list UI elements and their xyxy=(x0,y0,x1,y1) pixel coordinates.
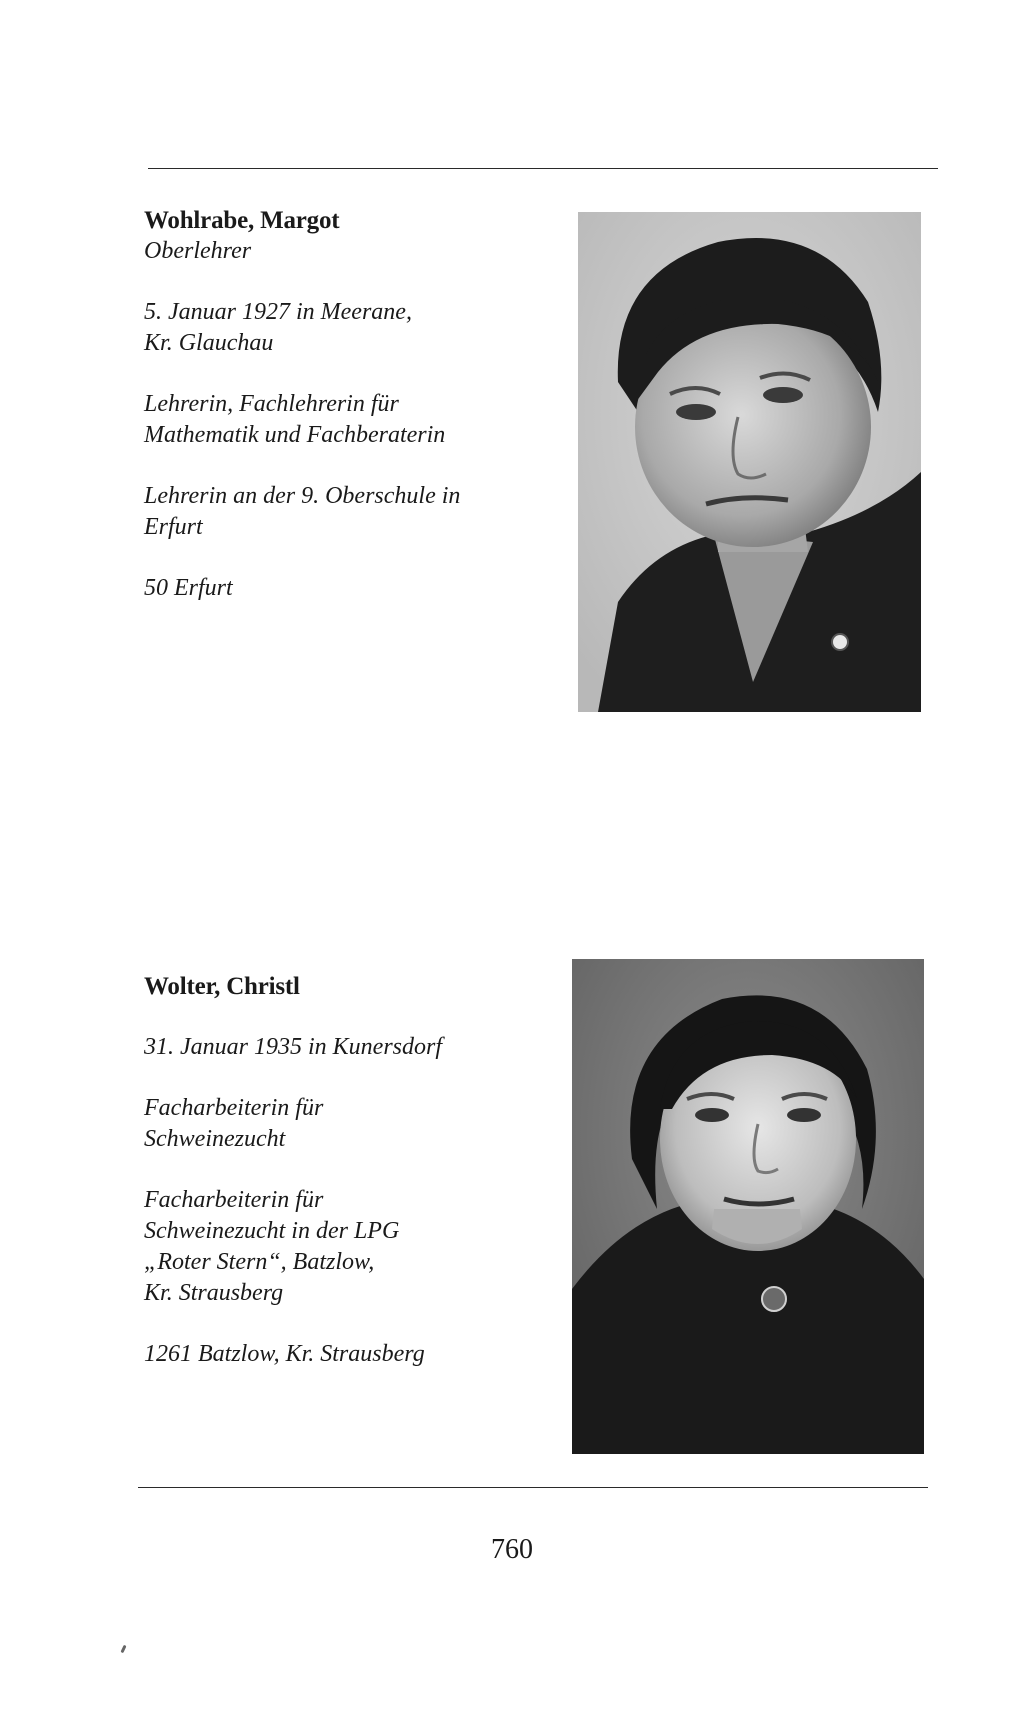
entry-title: Oberlehrer xyxy=(144,238,252,264)
entry-birth: 5. Januar 1927 in Meerane, Kr. Glauchau xyxy=(144,299,412,356)
entry-name: Wolter, Christl xyxy=(144,973,300,1000)
entry-training: Facharbeiterin für Schweinezucht xyxy=(144,1095,324,1152)
entry-residence: 50 Erfurt xyxy=(144,575,233,601)
page-number: 760 xyxy=(491,1534,533,1565)
entry-wolter-christl xyxy=(144,972,524,1370)
portrait-photo-wohlrabe xyxy=(578,212,921,712)
top-rule xyxy=(148,168,938,169)
entry-residence: 1261 Batzlow, Kr. Strausberg xyxy=(144,1341,425,1367)
entry-wohlrabe-margot xyxy=(144,206,524,604)
portrait-photo-wolter xyxy=(572,959,924,1454)
entry-name: Wohlrabe, Margot xyxy=(144,207,340,234)
print-speck xyxy=(120,1645,126,1654)
entry-position: Lehrerin an der 9. Oberschule in Erfurt xyxy=(144,483,461,540)
entry-birth: 31. Januar 1935 in Kunersdorf xyxy=(144,1034,443,1060)
entry-training: Lehrerin, Fachlehrerin für Mathematik und Fachberaterin xyxy=(144,391,446,448)
entry-position: Facharbeiterin für Schweinezucht in der LPG „Roter Stern“, Batzlow, Kr. Strausberg xyxy=(144,1187,400,1306)
bottom-rule xyxy=(138,1487,928,1488)
